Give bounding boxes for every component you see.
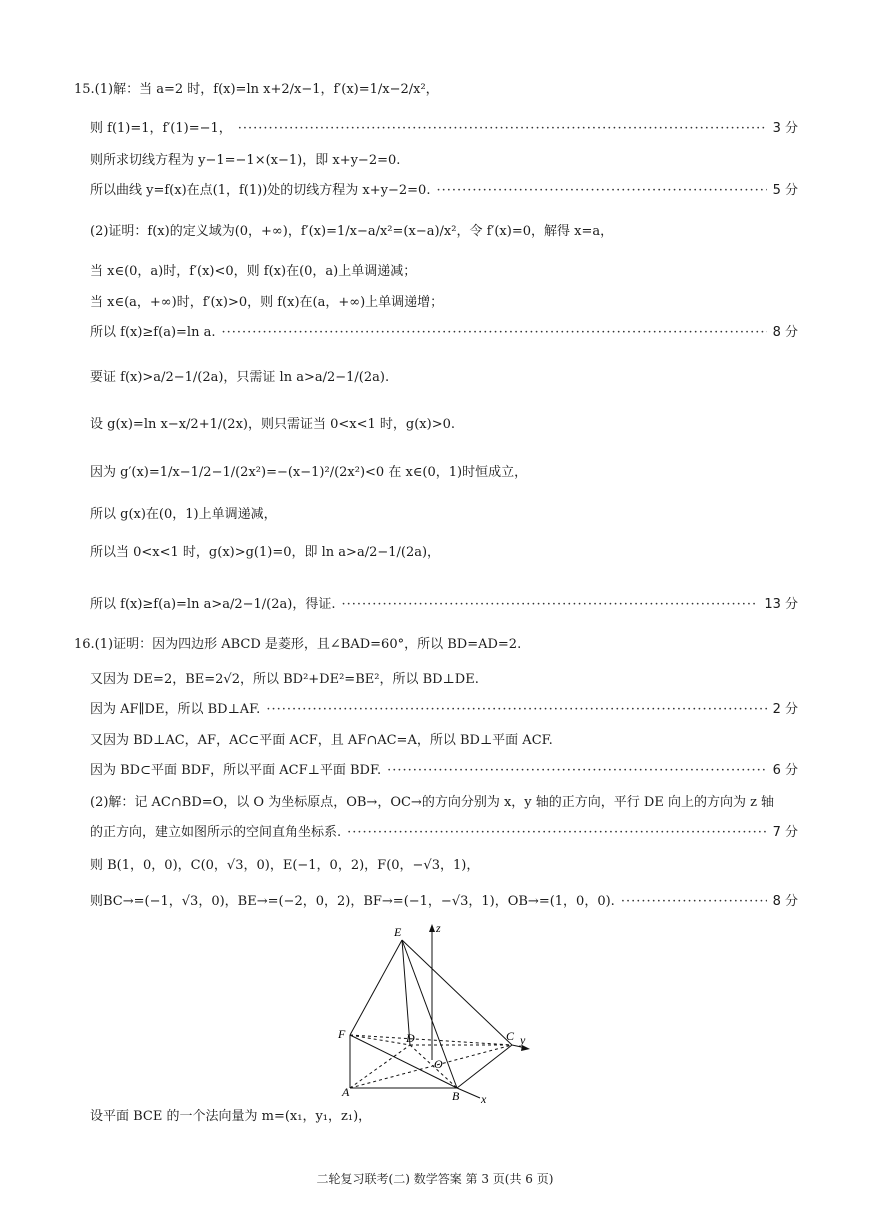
label-z: z <box>436 921 441 935</box>
q15-line-7: 当 x∈(a，+∞)时，f′(x)>0，则 f(x)在(a，+∞)上单调递增； <box>90 295 444 310</box>
q15-line-1: 15.(1)解：当 a=2 时，f(x)=ln x+2/x−1，f′(x)=1/x−2/x²， <box>74 82 439 97</box>
label-B: B <box>452 1089 460 1103</box>
edge-ED <box>402 940 410 1045</box>
q16-score-7: 7 分 <box>772 825 798 840</box>
q15-line-2-text: 则 f(1)=1，f′(1)=−1， <box>90 121 232 136</box>
q16-line-3-text: 因为 AF∥DE，所以 BD⊥AF. <box>90 702 261 717</box>
q16-line-5 <box>90 761 798 781</box>
q16-line-2: 又因为 DE=2，BE=2√2，所以 BD²+DE²=BE²，所以 BD⊥DE. <box>90 672 479 687</box>
q15-line-6: 当 x∈(0，a)时，f′(x)<0，则 f(x)在(0，a)上单调递减； <box>90 264 417 279</box>
q16-line-7 <box>90 823 798 843</box>
label-A: A <box>342 1085 350 1099</box>
q15-line-5: (2)证明：f(x)的定义域为(0，+∞)，f′(x)=1/x−a/x²=(x−a)/x²，令 f′(x)=0，解得 x=a， <box>90 224 614 239</box>
q15-line-4-text: 所以曲线 y=f(x)在点(1，f(1))处的切线方程为 x+y−2=0. <box>90 183 431 198</box>
edge-EC <box>402 940 512 1045</box>
q15-score-13: 13 分 <box>764 597 798 612</box>
x-axis <box>457 1088 480 1098</box>
q15-line-8 <box>90 323 798 343</box>
q15-score-5: 5 分 <box>772 183 798 198</box>
leader-dots <box>238 119 767 139</box>
label-E: E <box>394 925 402 939</box>
page-footer: 二轮复习联考(二) 数学答案 第 3 页(共 6 页) <box>316 1172 554 1186</box>
q15-line-2 <box>90 119 798 139</box>
q16-score-6: 6 分 <box>772 763 798 778</box>
q16-score-2: 2 分 <box>772 702 798 717</box>
leader-dots <box>341 595 758 615</box>
q16-line-10: 设平面 BCE 的一个法向量为 m=(x₁，y₁，z₁)， <box>90 1109 372 1124</box>
z-arrow-icon <box>429 924 435 932</box>
leader-dots <box>621 892 767 912</box>
label-D: D <box>406 1031 415 1045</box>
geometry-figure <box>330 920 530 1110</box>
leader-dots <box>387 761 767 781</box>
q16-line-3 <box>90 700 798 720</box>
q15-line-12: 所以 g(x)在(0，1)上单调递减， <box>90 507 277 522</box>
q15-line-10: 设 g(x)=ln x−x/2+1/(2x)，则只需证当 0<x<1 时，g(x)>0. <box>90 417 455 432</box>
q16-line-5-text: 因为 BD⊂平面 BDF，所以平面 ACF⊥平面 BDF. <box>90 763 382 778</box>
q15-line-3: 则所求切线方程为 y−1=−1×(x−1)，即 x+y−2=0. <box>90 153 401 168</box>
q16-line-1: 16.(1)证明：因为四边形 ABCD 是菱形，且∠BAD=60°，所以 BD=AD=2. <box>74 637 522 652</box>
label-C: C <box>506 1029 515 1043</box>
label-y: y <box>520 1033 526 1047</box>
q16-line-4: 又因为 BD⊥AC，AF，AC⊂平面 ACF，且 AF∩AC=A，所以 BD⊥平面 ACF. <box>90 733 553 748</box>
q16-line-9-text: 则BC→=(−1，√3，0)，BE→=(−2，0，2)，BF→=(−1，−√3，1)，OB→=(1，0，0). <box>90 894 615 909</box>
edge-FC-hidden <box>350 1035 512 1045</box>
q15-line-14 <box>90 595 798 615</box>
edge-BC <box>457 1045 512 1088</box>
edge-EB <box>402 940 457 1088</box>
label-O: O <box>434 1057 443 1071</box>
q15-line-8-text: 所以 f(x)≥f(a)=ln a. <box>90 325 216 340</box>
q15-line-14-text: 所以 f(x)≥f(a)=ln a>a/2−1/(2a)，得证. <box>90 597 336 612</box>
q15-line-9: 要证 f(x)>a/2−1/(2a)，只需证 ln a>a/2−1/(2a). <box>90 370 390 385</box>
leader-dots <box>266 700 766 720</box>
q16-line-6: (2)解：记 AC∩BD=O，以 O 为坐标原点，OB→，OC→的方向分别为 x，y 轴的正方向，平行 DE 向上的方向为 z 轴 <box>90 795 775 810</box>
leader-dots <box>347 823 766 843</box>
label-F: F <box>338 1027 346 1041</box>
q15-score-8: 8 分 <box>772 325 798 340</box>
label-x: x <box>481 1092 487 1106</box>
q16-line-9 <box>90 892 798 912</box>
q16-line-7-text: 的正方向，建立如图所示的空间直角坐标系. <box>90 825 342 840</box>
q15-line-13: 所以当 0<x<1 时，g(x)>g(1)=0，即 ln a>a/2−1/(2a)， <box>90 545 441 560</box>
edge-AC-hidden <box>350 1045 512 1088</box>
edge-AD-hidden <box>350 1045 410 1088</box>
edge-EF <box>350 940 402 1035</box>
leader-dots <box>436 181 766 201</box>
q16-score-8: 8 分 <box>772 894 798 909</box>
leader-dots <box>221 323 766 343</box>
q15-score-3: 3 分 <box>772 121 798 136</box>
q15-line-4 <box>90 181 798 201</box>
q16-line-8: 则 B(1，0，0)，C(0，√3，0)，E(−1，0，2)，F(0，−√3，1)， <box>90 858 480 873</box>
q15-line-11: 因为 g′(x)=1/x−1/2−1/(2x²)=−(x−1)²/(2x²)<0 在 x∈(0，1)时恒成立， <box>90 465 528 480</box>
